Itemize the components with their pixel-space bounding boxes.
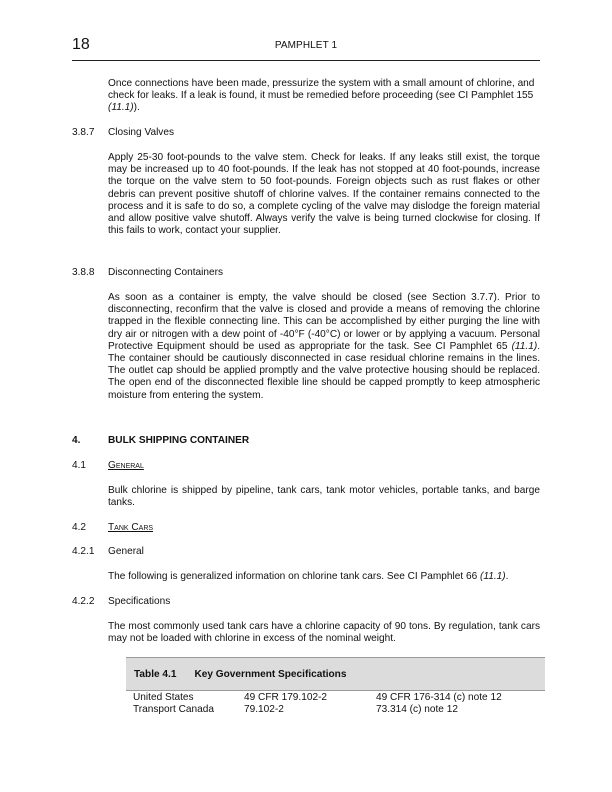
section-number: 3.8.8	[72, 267, 95, 278]
table-cell: 49 CFR 179.102-2	[244, 692, 328, 703]
section-heading: General	[108, 546, 144, 557]
header-divider	[72, 60, 540, 61]
table-cell: 49 CFR 176-314 (c) note 12	[376, 692, 502, 703]
section-number: 4.2.1	[72, 546, 95, 557]
section-heading: Tank Cars	[108, 522, 154, 533]
section-heading: Specifications	[108, 596, 171, 607]
chapter-heading: BULK SHIPPING CONTAINER	[108, 435, 250, 446]
section-number: 4.1	[72, 460, 87, 471]
table-cell: 79.102-2	[244, 704, 284, 715]
table-cell: 73.314 (c) note 12	[376, 704, 458, 715]
section-number: 4.2.2	[72, 596, 95, 607]
section-heading: Disconnecting Containers	[108, 267, 224, 278]
section-heading: Closing Valves	[108, 127, 175, 138]
table-caption-band	[126, 657, 545, 691]
section-number: 4.2	[72, 522, 87, 533]
table-cell: United States	[133, 692, 194, 703]
table-cell: Transport Canada	[133, 704, 214, 715]
section-number: 3.8.7	[72, 127, 95, 138]
section-body: Bulk chlorine is shipped by pipeline, tank cars, tank motor vehicles, portable tanks, and barge tanks.	[108, 485, 540, 509]
page-number: 18	[72, 36, 90, 53]
table-label: Table 4.1	[134, 669, 177, 680]
reference: (11.1)	[480, 571, 506, 582]
chapter-number: 4.	[72, 435, 81, 446]
table-caption	[134, 669, 346, 680]
section-body: Apply 25-30 foot-pounds to the valve stem. Check for leaks. If any leaks still exist, the torque may be increased up to 40 foot-pounds. If the leak has not stopped at 40 foot-pounds, increase the torque on the valve stem to 50 foot-pounds. Foreign objects such as rust flakes or other debris can prevent positive shutoff of chlorine valves. If the container remains connected to the process and it is safe to do so, a complete cycling of the valve may dislodge the foreign material and allow positive valve shutoff. Always verify the valve is being turned clockwise for closing. If this fails to work, contact your supplier.	[108, 152, 540, 237]
section-body: The most commonly used tank cars have a chlorine capacity of 90 tons. By regulation, tank cars may not be loaded with chlorine in excess of the nominal weight.	[108, 621, 540, 645]
section-body: The following is generalized information on chlorine tank cars. See CI Pamphlet 66 (11.1).	[108, 571, 509, 582]
reference: (11.1)	[108, 102, 134, 114]
reference: (11.1)	[511, 340, 538, 352]
section-body: As soon as a container is empty, the valve should be closed (see Section 3.7.7). Prior to disconnecting, reconfirm that the valve is closed and provide a means of removing the chlorine trapped in the flexible connecting line. This can be accomplished by either purging the line with dry air or nitrogen with a dew point of -40°F (-40°C) or lower or by applying a vacuum. Personal Protective Equipment should be used as appropriate for the task. See CI Pamphlet 65 (11.1). The container should be cautiously disconnected in case residual chlorine remains in the lines. The outlet cap should be applied promptly and the valve protective housing should be replaced. The open end of the disconnected flexible line should be capped promptly to keep atmospheric moisture from entering the system.	[108, 292, 540, 401]
section-heading: General	[108, 460, 144, 471]
intro-paragraph: Once connections have been made, pressurize the system with a small amount of chlorine, and check for leaks. If a leak is found, it must be remedied before proceeding (see CI Pamphlet 155 (11.1)).	[108, 78, 535, 114]
running-title: PAMPHLET 1	[274, 40, 338, 51]
table-title: Key Government Specifications	[194, 669, 347, 680]
